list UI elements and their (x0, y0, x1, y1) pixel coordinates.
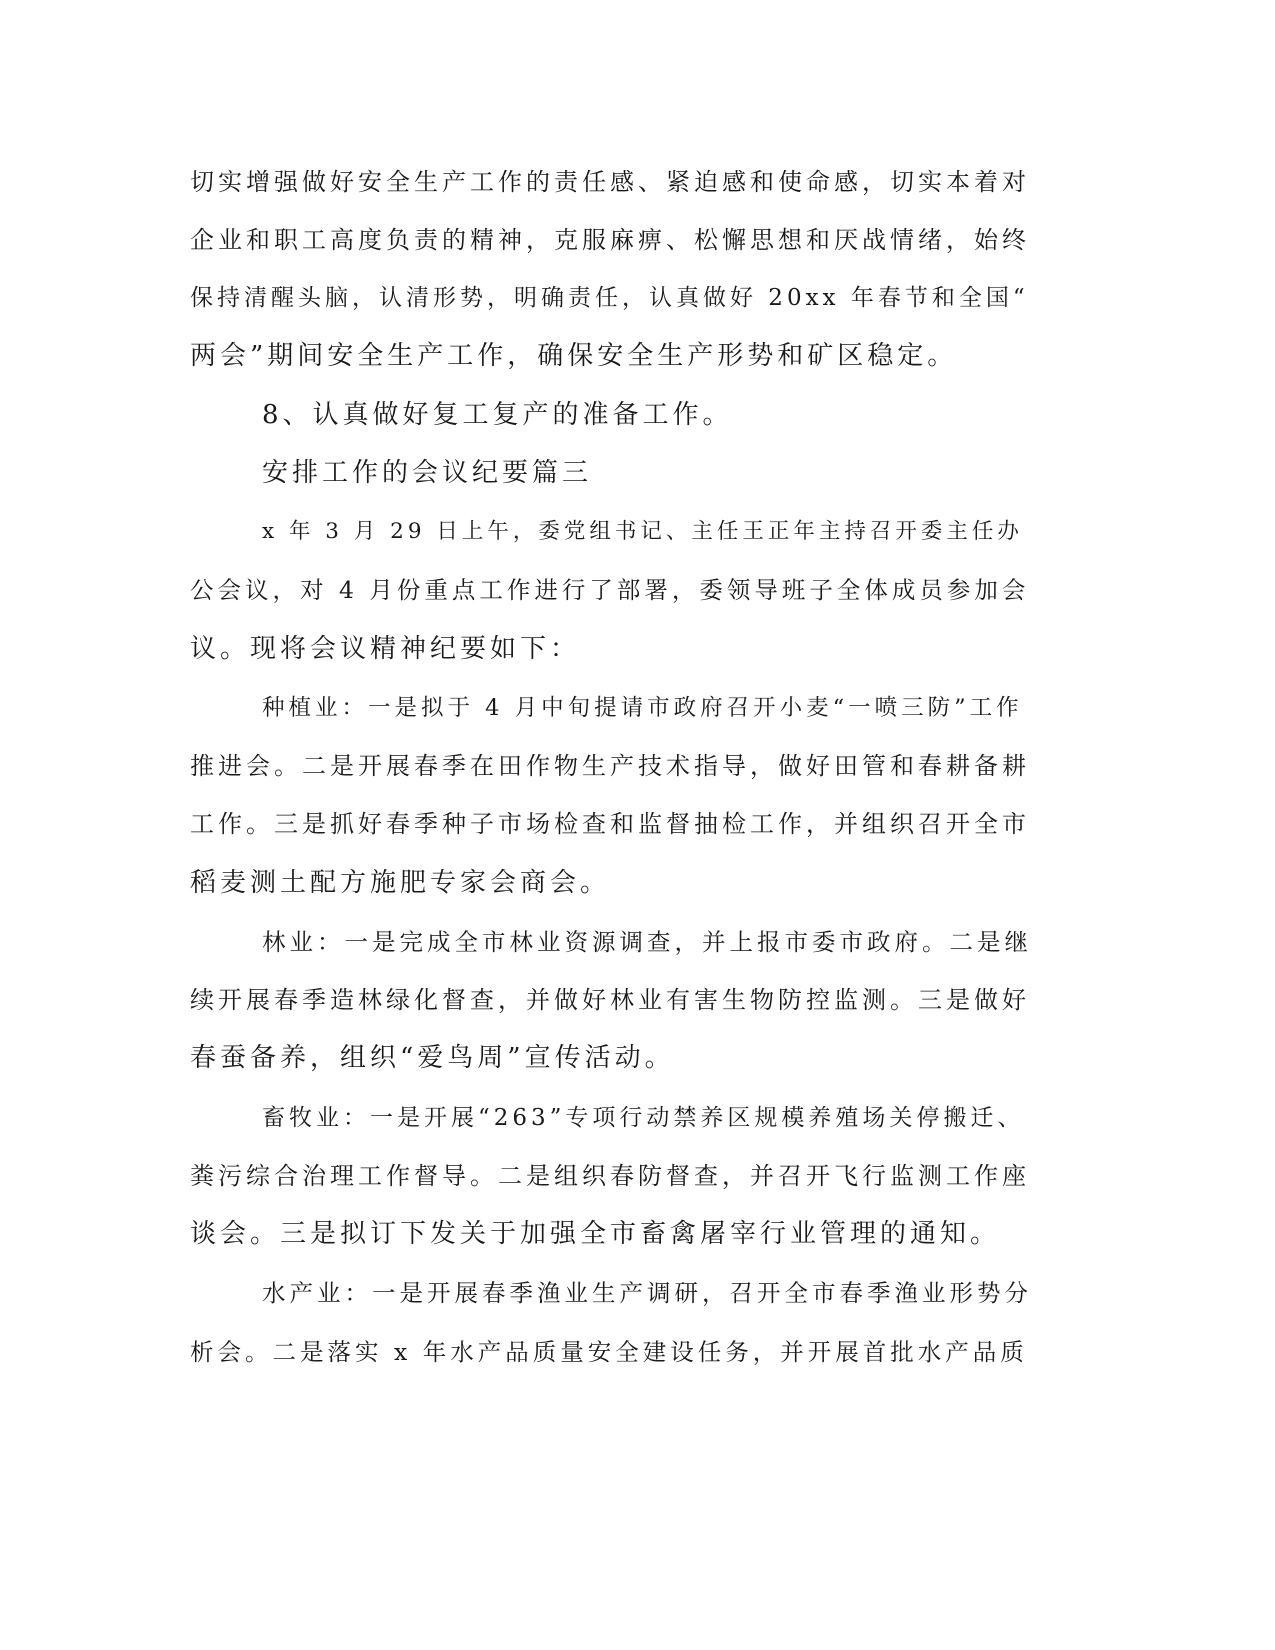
section-heading: 安排工作的会议纪要篇三 (262, 458, 593, 488)
text-line: 公会议，对 4 月份重点工作进行了部署，委领导班子全体成员参加会 (190, 576, 1030, 604)
text-line: 切实增强做好安全生产工作的责任感、紧迫感和使命感，切实本着对 (190, 168, 1030, 196)
text-line: 企业和职工高度负责的精神，克服麻痹、松懈思想和厌战情绪，始终 (190, 226, 1030, 254)
text-line: 稻麦测土配方施肥专家会商会。 (190, 868, 611, 898)
list-item: 8、认真做好复工复产的准备工作。 (262, 400, 733, 430)
text-line: 粪污综合治理工作督导。二是组织春防督查，并召开飞行监测工作座 (190, 1162, 1030, 1190)
text-line: 林业：一是完成全市林业资源调查，并上报市委市政府。二是继 (262, 928, 1032, 956)
text-line: 谈会。三是拟订下发关于加强全市畜禽屠宰行业管理的通知。 (190, 1219, 1001, 1249)
text-line: 保持清醒头脑，认清形势，明确责任，认真做好 20xx 年春节和全国“ (190, 285, 1029, 311)
text-line: 畜牧业：一是开展“263”专项行动禁养区规模养殖场关停搬迁、 (262, 1105, 1025, 1131)
text-line: 议。现将会议精神纪要如下： (190, 634, 581, 664)
text-line: 续开展春季造林绿化督查，并做好林业有害生物防控监测。三是做好 (190, 986, 1030, 1014)
text-line: 水产业：一是开展春季渔业生产调研，召开全市春季渔业形势分 (262, 1279, 1032, 1307)
text-line: x 年 3 月 29 日上午，委党组书记、主任王正年主持召开委主任办 (262, 519, 1023, 544)
text-line: 析会。二是落实 x 年水产品质量安全建设任务，并开展首批水产品质 (190, 1338, 1028, 1366)
text-line: 推进会。二是开展春季在田作物生产技术指导，做好田管和春耕备耕 (190, 752, 1030, 780)
text-line: 工作。三是抓好春季种子市场检查和监督抽检工作，并组织召开全市 (190, 810, 1030, 838)
text-line: 种植业：一是拟于 4 月中旬提请市政府召开小麦“一喷三防”工作 (262, 695, 1023, 721)
text-line: 两会”期间安全生产工作，确保安全生产形势和矿区稳定。 (190, 341, 958, 371)
text-line: 春蚕备养，组织“爱鸟周”宣传活动。 (190, 1043, 675, 1073)
